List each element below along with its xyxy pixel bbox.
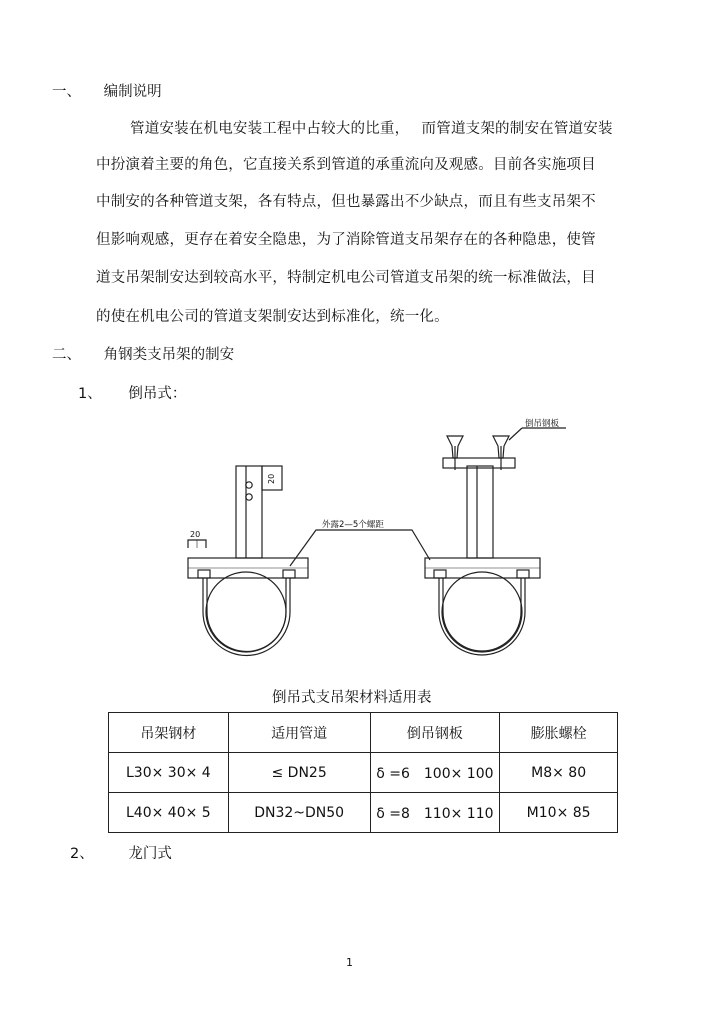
- intro-line-5: 道支吊架制安达到较高水平，特制定机电公司管道支吊架的统一标准做法，目: [96, 270, 596, 286]
- subsection-2-number: 2、: [70, 846, 94, 862]
- subsection-2-title: 龙门式: [128, 846, 172, 862]
- intro-line-1: 管道安装在机电安装工程中占较大的比重， 而管道支架的制安在管道安装: [130, 121, 613, 137]
- subsection-2-heading: [70, 842, 172, 863]
- header-pipe: 适用管道: [228, 713, 370, 753]
- left-angle-steel: [236, 466, 262, 558]
- intro-line-3: 中制安的各种管道支架，各有特点，但也暴露出不少缺点，而且有些支吊架不: [96, 194, 596, 210]
- intro-line-2: 中扮演着主要的角色，它直接关系到管道的承重流向及观感。目前各实施项目: [96, 157, 596, 173]
- cell-plate: δ =8 110× 110: [370, 793, 500, 833]
- cell-plate: δ =6 100× 100: [370, 753, 500, 793]
- cell-steel: L40× 40× 5: [109, 793, 229, 833]
- right-angle-steel: [467, 466, 493, 558]
- table-row: [109, 753, 618, 793]
- cell-bolt: M8× 80: [500, 753, 618, 793]
- intro-line-6: 的使在机电公司的管道支架制安达到标准化，统一化。: [96, 309, 449, 325]
- table-header-row: [109, 713, 618, 753]
- cell-steel: L30× 30× 4: [109, 753, 229, 793]
- label-dim-20-vertical: 20: [267, 473, 276, 484]
- header-plate: 倒吊钢板: [370, 713, 500, 753]
- subsection-1-number: 1、: [78, 386, 102, 402]
- page-number: 1: [346, 956, 353, 969]
- section-2-number: 二、: [52, 347, 81, 363]
- subsection-1-title: 倒吊式：: [128, 386, 187, 402]
- header-steel: 吊架钢材: [109, 713, 229, 753]
- cell-pipe: ≤ DN25: [228, 753, 370, 793]
- label-dim-20: 20: [190, 530, 201, 539]
- section-2-title: 角钢类支吊架的制安: [103, 347, 235, 363]
- intro-line-4: 但影响观感，更存在着安全隐患，为了消除管道支吊架存在的各种隐患，使管: [96, 232, 596, 248]
- materials-table: [108, 712, 618, 833]
- header-bolt: 膨胀螺栓: [500, 713, 618, 753]
- section-1-title: 编制说明: [103, 84, 162, 100]
- cell-pipe: DN32~DN50: [228, 793, 370, 833]
- label-hanging-plate: 倒吊钢板: [525, 419, 560, 429]
- label-bolt-thread: 外露2—5个螺距: [322, 520, 384, 530]
- cell-bolt: M10× 85: [500, 793, 618, 833]
- section-1-number: 一、: [52, 84, 81, 100]
- table-caption: 倒吊式支吊架材料适用表: [272, 690, 432, 706]
- table-row: [109, 793, 618, 833]
